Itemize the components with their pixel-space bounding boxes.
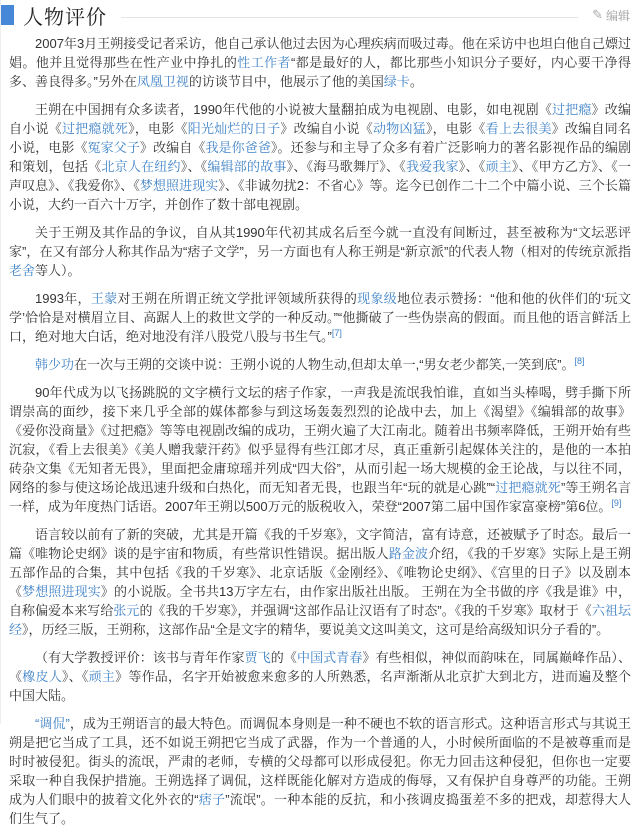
inline-link[interactable]: 阳光灿烂的日子 (187, 121, 281, 136)
text-run: 》有些相似，神似而韵味在，同属巅峰作品）、《 (9, 650, 631, 684)
inline-link[interactable]: 冤家父子 (87, 140, 140, 155)
inline-link[interactable]: 编辑部的故事 (207, 159, 287, 174)
inline-link[interactable]: 橡皮人 (22, 669, 62, 684)
paragraph (9, 383, 631, 516)
paragraph (9, 223, 631, 280)
inline-link[interactable]: 路金波 (388, 546, 429, 561)
inline-link[interactable]: 老舍 (9, 263, 36, 278)
edit-label: 编辑 (605, 8, 630, 23)
text-run: 》改编自小说《 (9, 102, 631, 136)
citation-ref[interactable]: [7] (331, 327, 342, 338)
inline-link[interactable]: 贾飞 (244, 650, 271, 665)
inline-link[interactable]: “调侃” (35, 716, 70, 731)
text-run: 》、《 (180, 159, 208, 174)
pencil-icon: ✎ (592, 7, 603, 22)
text-run: 在一次与王朔的交谈中说：王朔小说的人物生动,但却太单一,“男女老少都笑,一笑到底”。 (74, 357, 575, 372)
section-marker (1, 5, 14, 25)
text-run: 90年代成为以飞扬跳脱的文字横行文坛的痞子作家，一声我是流氓我怕谁，直如当头棒喝，劈手撕下所谓崇高的面纱，接下来几乎全部的媒体都参与到这场轰轰烈烈的论战中去，加上《渴望》《编辑部的故事》《爱你没商量》《过把瘾》等等电视剧改编的成功，王朔火遍了大江南北。随着出书频率降低，王朔开始有些沉寂，《看上去很美》《美人赠我蒙汗药》似乎显得有些江郎才尽，真正重新引起媒体关注的，是他的一本拍砖杂文集《无知者无畏》，里面把金庸琼瑶并列成“四大俗”，从而引起一场大规模的金王论战，与以往不同，网络的参与使这场论战迅速升级和白热化，而无知者无畏，也跟当年“玩的就是心跳”“ (9, 385, 631, 495)
inline-link[interactable]: 过把瘾 (552, 102, 592, 117)
inline-link[interactable]: 中国式青春 (296, 650, 363, 665)
inline-link[interactable]: 绿卡 (383, 74, 410, 89)
paragraph (9, 525, 631, 639)
inline-link[interactable]: 顽主 (485, 159, 512, 174)
paragraph (9, 714, 631, 828)
text-run: 》的小说版。全书共13万字左右，由作家出版社出版。 王朔在为全书做的序《我是谁》中，自称偏爱本来写给 (9, 584, 631, 618)
inline-link[interactable]: 北京人在纽约 (101, 159, 181, 174)
text-run: 》改编自同名小说，电影《 (9, 121, 631, 155)
text-run: 》改编自小说《 (280, 121, 373, 136)
inline-link[interactable]: 我是你爸爸 (205, 140, 271, 155)
text-run: 》，电影《 (425, 121, 486, 136)
inline-link[interactable]: 动物凶猛 (373, 121, 426, 136)
inline-link[interactable]: 梦想照进现实 (22, 584, 101, 599)
inline-link[interactable]: 性工作者 (237, 55, 291, 70)
text-run: 》、《 (458, 159, 486, 174)
inline-link[interactable]: 过把瘾就死 (495, 480, 561, 495)
inline-link[interactable]: 过把瘾就死 (61, 121, 129, 136)
inline-link[interactable]: 韩少功 (35, 357, 75, 372)
text-run: 》等作品，名字开始被愈来愈多的人所熟悉，名声渐渐从北京扩大到北方，进而遍及整个中国大陆。 (9, 669, 631, 703)
citation-sup (332, 327, 342, 339)
text-run: 语言较以前有了新的突破，尤其是开篇《我的千岁寒》，文字简洁，富有诗意，还被赋予了时态。最后一篇《唯物论史纲》谈的是宇宙和物质，有些常识性错误。据出版人 (9, 527, 631, 561)
text-run: 对王朔在所谓正统文学批评领域所获得的 (117, 291, 358, 306)
inline-link[interactable]: 凤凰卫视 (136, 74, 189, 89)
paragraph (9, 289, 631, 346)
text-run: 》，历经三版，王朔称，这部作品“全是文字的精华，要说美文这叫美文，这可是给高级知识分子看的”。 (22, 622, 610, 637)
text-run: 》、《 (61, 669, 89, 684)
inline-link[interactable]: 顽主 (88, 669, 116, 684)
inline-link[interactable]: 张元 (113, 603, 140, 618)
inline-link[interactable]: 看上去很美 (485, 121, 552, 136)
text-run: 介绍，《我的千岁寒》实际上是王朔五部作品的合集，其中包括《我的千岁寒》、北京话版《金刚经》、《唯物论史纲》、《宫里的日子》以及剧本《 (9, 546, 631, 599)
inline-link[interactable]: 六祖坛经 (9, 603, 631, 637)
paragraph (9, 648, 631, 705)
text-run: 》、《海马歌舞厅》、《 (286, 159, 406, 174)
section-header (1, 0, 640, 28)
inline-link[interactable]: 梦想照进现实 (139, 178, 219, 193)
text-run: 》、《非诚勿扰2：不省心》等。迄今已创作二十二个中篇小说、三个长篇小说，大约一百六十万字，并创作了数十部电视剧。 (9, 178, 631, 212)
header-divider (121, 17, 578, 18)
text-run: 》改编自《 (139, 140, 206, 155)
text-run: 地位表示赞扬：“他和他的伙伴们的‘玩文学’恰恰是对横眉立目、高踞人上的救世文学的一种反动。”“他撕破了一些伪崇高的假面。而且他的语言鲜活上口，绝对地大白话，绝对地没有洋八股党八股与书生气。” (9, 291, 631, 344)
paragraph (9, 100, 631, 214)
inline-link[interactable]: 现象级 (357, 291, 398, 306)
text-run: （有大学教授评价：该书与青年作家 (35, 650, 245, 665)
text-run: ”流氓”。一种本能的反抗，和小孩调皮捣蛋差不多的把戏，却惹得大人们生气了。 (9, 792, 631, 826)
text-run: 。 (409, 74, 423, 89)
citation-sup (611, 497, 621, 509)
section-title: 人物评价 (23, 6, 107, 29)
text-run: 》。还参与和主导了众多有着广泛影响力的著名影视作品的编剧和策划，包括《 (9, 140, 631, 174)
text-run: 的《我的千岁寒》，并强调“这部作品让汉语有了时态”。《我的千岁寒》取材于《 (139, 603, 592, 618)
text-run: 》、《甲方乙方》、《一声叹息》、《我爱你》、《 (9, 159, 631, 193)
edit-link[interactable] (592, 7, 630, 24)
text-run: 2007年3月王朔接受记者采访，他自己承认他过去因为心理疾病而吸过毒。他在采访中也坦白他自己嫖过娼。他并且觉得那些在性产业中挣扎的 (9, 36, 631, 70)
text-run: 等人）。 (35, 263, 81, 278)
paragraph (9, 34, 631, 91)
text-run: ”等王朔名言一样，成为年度热门话语。2007年王朔以500万元的版税收入，荣登“2007第二届中国作家富豪榜”第6位。 (9, 480, 631, 514)
paragraph (9, 355, 631, 374)
text-run: 王朔在中国拥有众多读者，1990年代他的小说被大量翻拍成为电视剧、电影，如电视剧《 (35, 102, 553, 117)
text-run: 关于王朔及其作品的争议，自从其1990年代初其成名后至今就一直没有间断过，甚至被称为“文坛恶评家”，在又有部分人称其作品为“痞子文学”，另一方面也有人称王朔是“新京派”的代表人物（相对的传统京派指 (9, 225, 631, 259)
text-run: ，成为王朔语言的最大特色。而调侃本身则是一种不硬也不软的语言形式。这种语言形式与其说王朔是把它当成了工具，还不如说王朔把它当成了武器，作为一个普通的人，小时候所面临的不是被尊重而是时时被侵犯。街头的流氓，严肃的老师，专横的父母都可以形成侵犯。你无力回击这种侵犯，但你也一定要采取一种自我保护措施。王朔选择了调侃，这样既能化解对方造成的侮辱，又有保护自身尊严的功能。王朔成为人们眼中的披着文化外衣的“ (9, 716, 631, 807)
article-body (1, 28, 640, 828)
text-run: 1993年， (35, 291, 91, 306)
text-run: 的访谈节目中，他展示了他的美国 (188, 74, 384, 89)
text-run: “都是最好的人，都比那些小知识分子要好，内心要干净得多、善良得多。”另外在 (9, 55, 631, 89)
text-run: 》，电影《 (128, 121, 188, 136)
citation-ref[interactable]: [8] (574, 355, 585, 366)
text-run: 的《 (270, 650, 297, 665)
citation-ref[interactable]: [9] (611, 497, 622, 508)
inline-link[interactable]: 王蒙 (90, 291, 118, 306)
citation-sup (575, 355, 585, 367)
inline-link[interactable]: 痞子 (198, 792, 226, 807)
inline-link[interactable]: 我爱我家 (405, 159, 459, 174)
